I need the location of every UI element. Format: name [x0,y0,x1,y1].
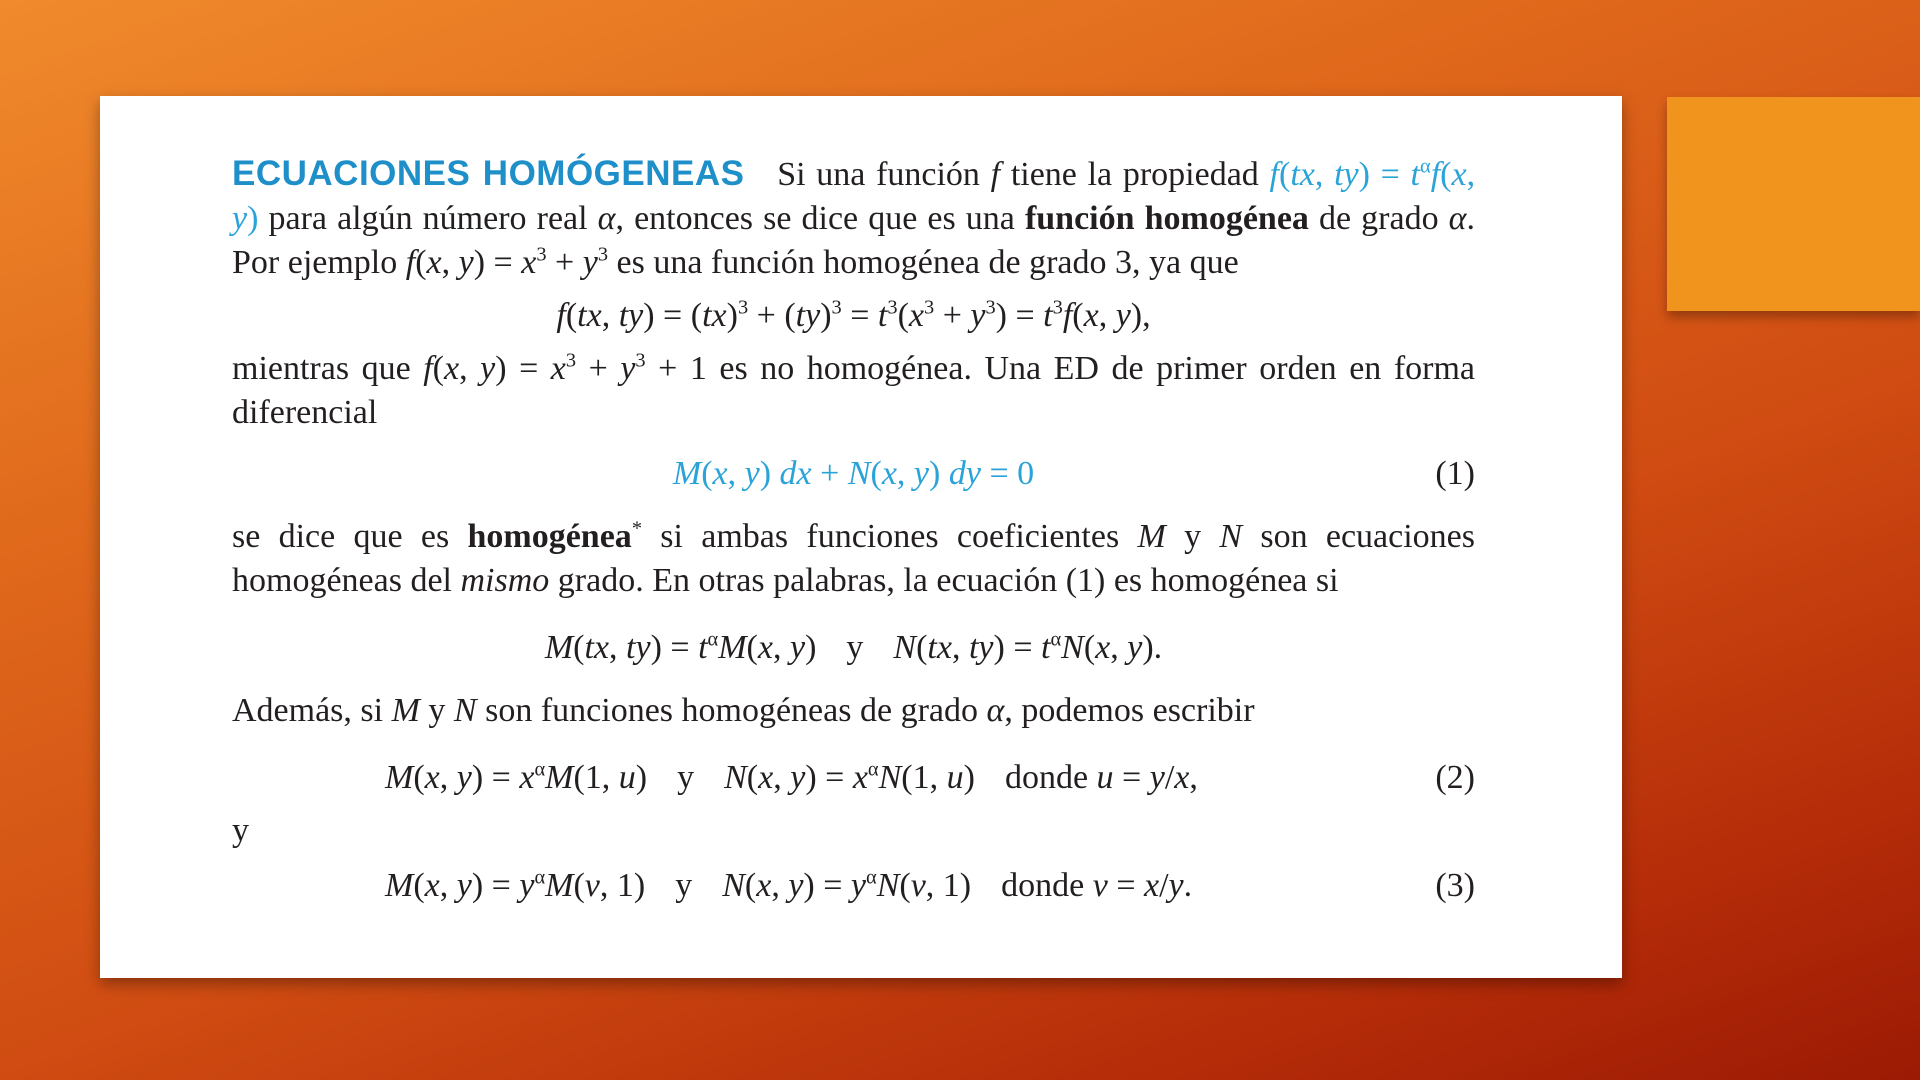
intro-text: para algún número real [268,200,588,237]
intro-text: , entonces se dice que es una [615,200,1015,237]
accent-box [1667,97,1920,311]
term-homogenea: homogénea [467,518,632,555]
paragraph-nonhomogeneous: mientras que f(x, $y) = x^3 + y^3 + 1$ es no homogénea. Una ED de primer orden en forma diferencial [232,349,1476,431]
italic-word: mismo [460,562,550,599]
equation-2: M(x, $y) = x^\alpha M(1$, u) y N(x, $y) = x^\alpha N(1$, u) donde u = y/x, (2) [232,749,1475,807]
term-funcion-homogenea: función homogénea [1024,200,1309,237]
intro-text: tiene la propiedad [1010,156,1259,193]
function-symbol: f [990,156,1001,193]
section-heading: ECUACIONES HOMÓGENEAS [232,154,745,193]
connector-y: y [232,812,249,849]
para-text: se dice que es [232,518,450,555]
alpha-symbol: α [597,200,616,237]
equation-number: (3) [1435,867,1475,904]
paragraph-ademas: Además, si M y N son funciones homogéneas de grado α, podemos escribir [232,692,1255,729]
intro-example: de grado α. Por ejemplo f(x, $y) = x^3 + y^3$ es una función homogénea de grado 3, ya que [232,200,1476,281]
equation-1: M(x, y) dx + N(x, y) dy = 0 (1) [232,445,1475,503]
paragraph-intro [232,152,1475,285]
equation-number: (1) [1435,455,1475,492]
footnote-mark: * [631,517,643,540]
paragraph-homogeneous-def: se dice que es homogénea* si ambas funciones coeficientes M y N son ecuaciones homogéneas del mismo grado. En otras palabras, la ecuación (1) es homogénea si [232,517,1475,599]
equation-3: M(x, $y) = y^\alpha M(v$, 1) y N(x, $y) = y^\alpha N(v$, 1) donde v = x/y. (3) [232,857,1475,915]
property-expression: f(tx, $ty) = t^\alpha f(x$, y) [232,155,1476,237]
equation-number: (2) [1435,759,1475,796]
document-text [232,152,1475,915]
equation-condition: M(tx, $ty) = t^\alpha M(x$, y) y N(tx, $ty) = t^\alpha N(x$, y). [544,628,1163,666]
para-text: grado. En otras palabras, la ecuación (1) es homogénea si [557,562,1339,599]
equation-example: f(tx, $ty) = (tx)^3 + (ty)^3 = t^3(x^3 + y^3) = t^3f(x$, y), [556,296,1151,334]
intro-text: Si una función [777,156,980,193]
